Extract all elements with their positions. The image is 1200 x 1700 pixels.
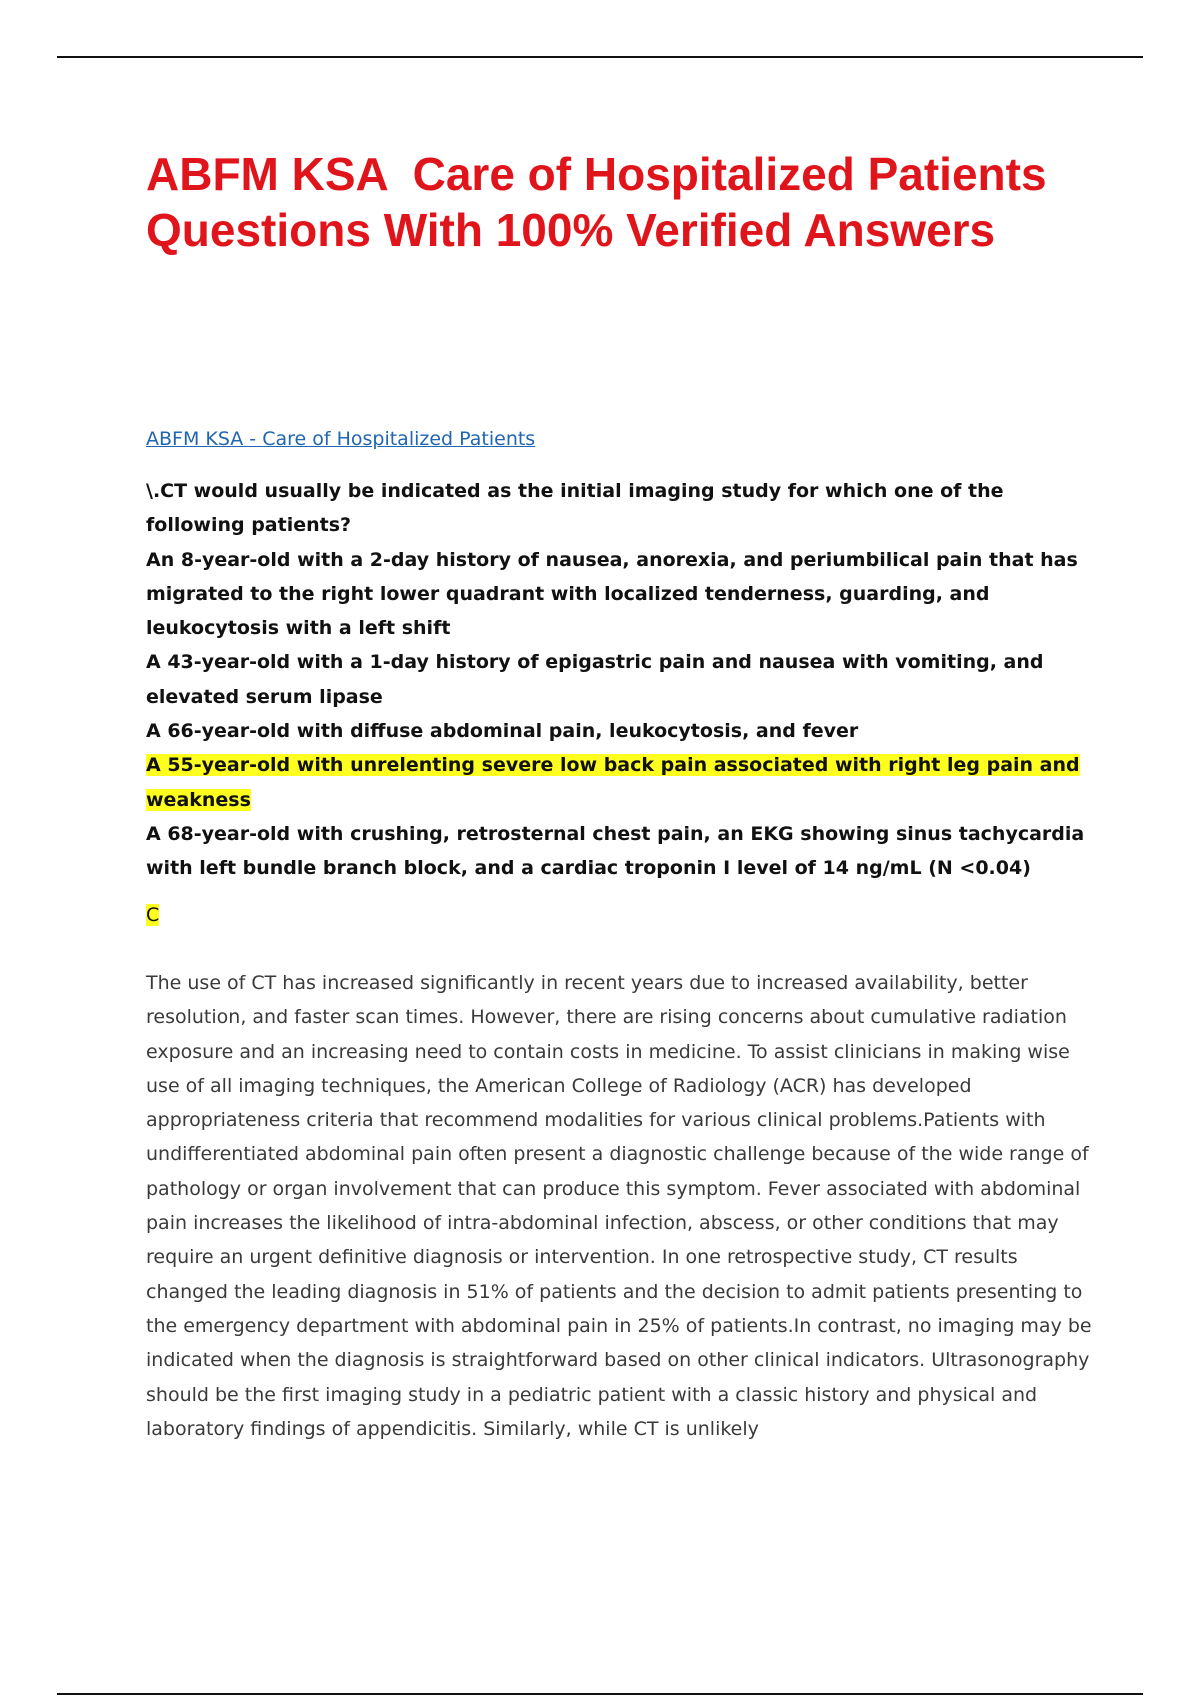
option-item: A 68-year-old with crushing, retrosternal chest pain, an EKG showing sinus tachycardia with left bundle branch block, and a cardiac troponin I level of 14 ng/mL (N <0.04) — [146, 822, 1085, 880]
highlight-mark: A 55-year-old with unrelenting severe low back pain associated with right leg pain and weakness — [146, 754, 1080, 811]
document-title: ABFM KSA Care of Hospitalized Patients Questions With 100% Verified Answers — [146, 148, 1060, 256]
explanation-paragraph: The use of CT has increased significantly in recent years due to increased availability, better resolution, and faster scan times. However, there are rising concerns about cumulative radiation exposure and an increasing need to contain costs in medicine. To assist clinicians in making wise use of all imaging techniques, the American College of Radiology (ACR) has developed appropriateness criteria that recommend modalities for various clinical problems.Patients with undifferentiated abdominal pain often present a diagnostic challenge because of the wide range of pathology or organ involvement that can produce this symptom. Fever associated with abdominal pain increases the likelihood of intra-abdominal infection, abscess, or other conditions that may require an urgent definitive diagnosis or intervention. In one retrospective study, CT results changed the leading diagnosis in 51% of patients and the decision to admit patients presenting to the emergency department with abdominal pain in 25% of patients.In contrast, no imaging may be indicated when the diagnosis is straightforward based on other clinical indicators. Ultrasonography should be the first imaging study in a pediatric patient with a classic history and physical and laboratory findings of appendicitis. Similarly, while CT is unlikely — [146, 972, 1092, 1440]
question-block — [146, 474, 1106, 886]
option-item: An 8-year-old with a 2-day history of nausea, anorexia, and periumbilical pain that has migrated to the right lower quadrant with localized tenderness, guarding, and leukocytosis with a left shift — [146, 548, 1078, 640]
answer-letter — [146, 900, 159, 930]
section-link[interactable]: ABFM KSA - Care of Hospitalized Patients — [146, 428, 536, 450]
top-rule — [57, 56, 1143, 58]
answer-highlight: C — [146, 904, 160, 926]
question-stem: \.CT would usually be indicated as the initial imaging study for which one of the following patients? — [146, 480, 1004, 537]
option-item-highlighted — [146, 748, 1106, 817]
option-item: A 43-year-old with a 1-day history of epigastric pain and nausea with vomiting, and elevated serum lipase — [146, 651, 1044, 708]
option-item: A 66-year-old with diffuse abdominal pain, leukocytosis, and fever — [146, 720, 859, 743]
bottom-rule — [57, 1693, 1143, 1695]
